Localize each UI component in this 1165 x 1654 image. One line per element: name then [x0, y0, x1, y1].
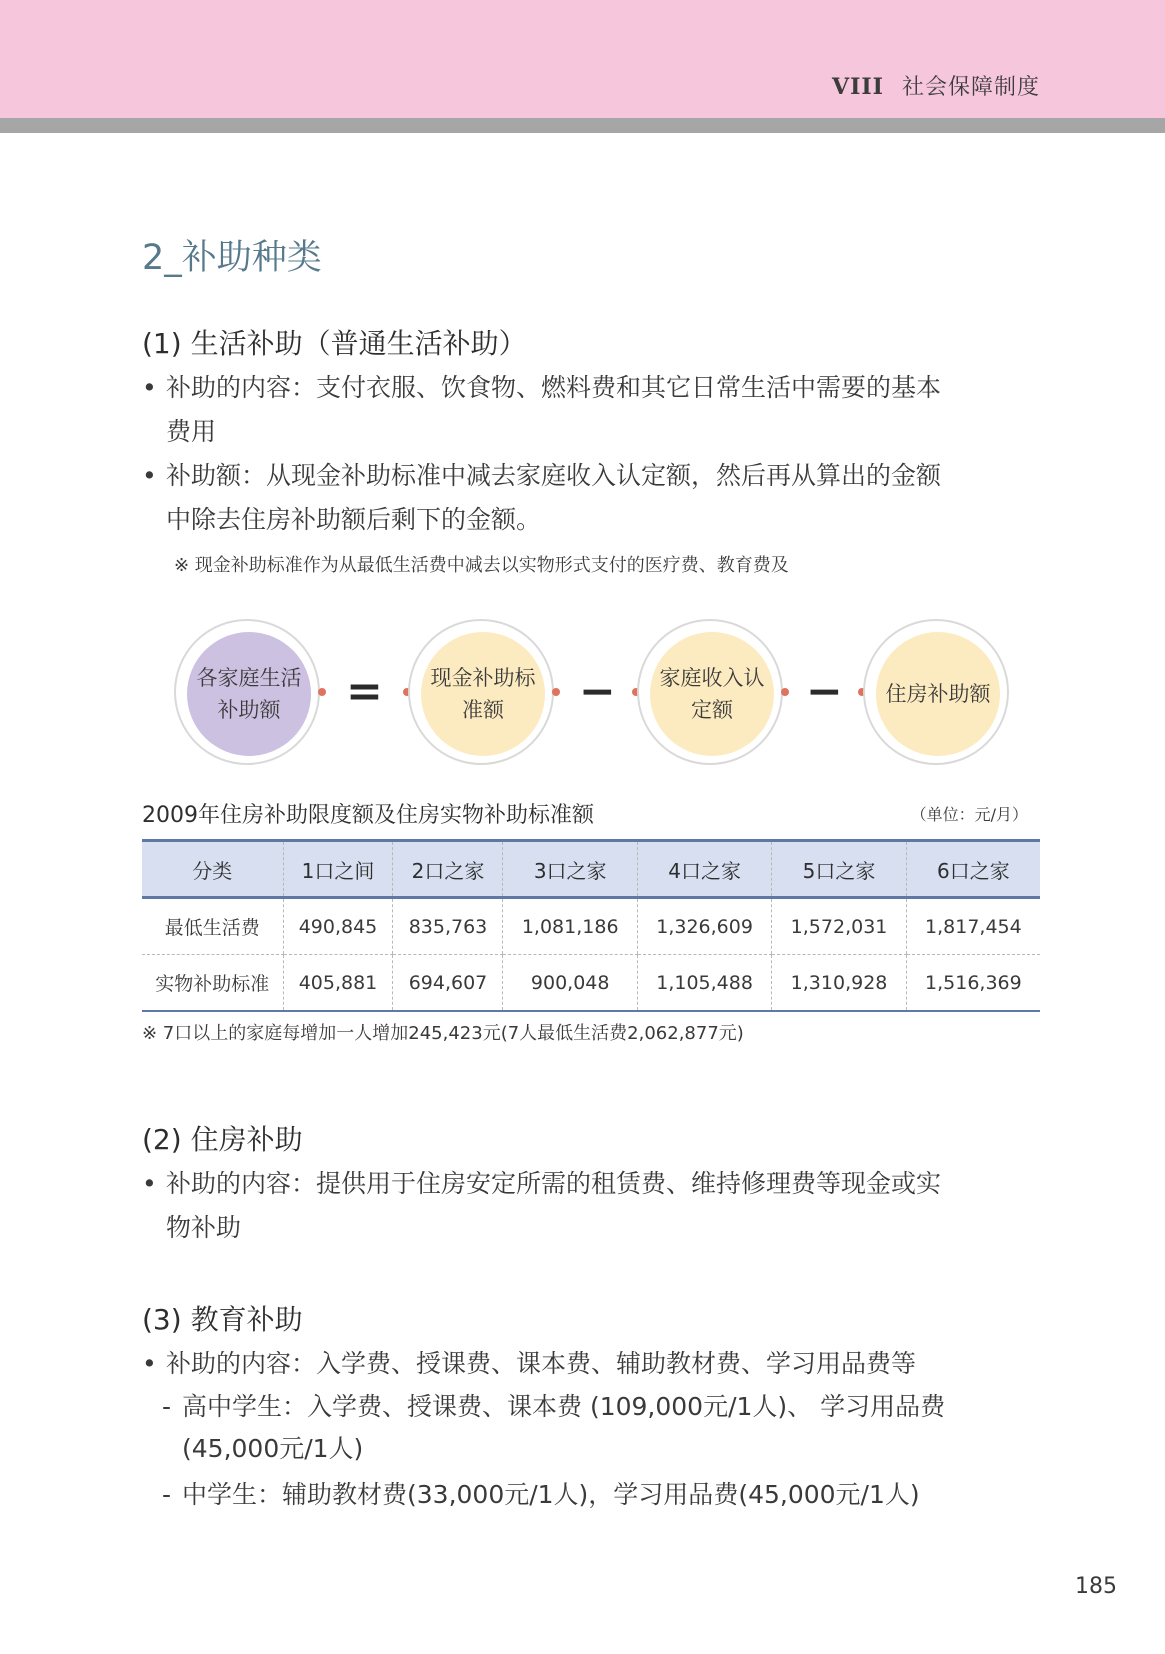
bullet-text-line2: 物补助 — [166, 1213, 242, 1242]
bullet-text-line1: 补助的内容：提供用于住房安定所需的租赁费、维持修理费等现金或实 — [166, 1169, 942, 1198]
header-divider — [0, 118, 1165, 133]
subsection-heading-education: (3) 教育补助 — [142, 1303, 303, 1336]
formula-text-line: 补助额 — [217, 698, 281, 722]
table-cell: 实物补助标准 — [142, 955, 283, 1012]
formula-text-line: 定额 — [691, 698, 733, 722]
table-cell: 1,516,369 — [906, 955, 1040, 1012]
sub-text-line2: (45,000元/1人) — [182, 1434, 364, 1463]
bullet-living-content — [142, 366, 1042, 454]
page-number: 185 — [1075, 1574, 1117, 1599]
formula-dot — [318, 688, 326, 696]
bullet-text-line1: 补助的内容：支付衣服、饮食物、燃料费和其它日常生活中需要的基本 — [166, 373, 942, 402]
formula-text-line: 各家庭生活 — [196, 666, 302, 690]
table-unit: （单位：元/月） — [910, 805, 1028, 824]
table-cell: 1,310,928 — [772, 955, 906, 1012]
table-cell: 694,607 — [393, 955, 503, 1012]
table-header-cell: 分类 — [142, 841, 283, 898]
bullet-text-line2: 费用 — [166, 417, 217, 446]
formula-dot — [552, 688, 560, 696]
bullet-living-amount — [142, 454, 1042, 542]
bullet-text-line2: 中除去住房补助额后剩下的金额。 — [166, 505, 542, 534]
table-cell: 1,572,031 — [772, 898, 906, 955]
table-cell: 1,326,609 — [637, 898, 771, 955]
equals-sign: = — [346, 666, 383, 717]
sub-text: 中学生：辅助教材费(33,000元/1人)，学习用品费(45,000元/1人) — [182, 1480, 920, 1509]
formula-text-line: 住房补助额 — [885, 682, 991, 706]
table-row — [142, 955, 1040, 1012]
table-cell: 405,881 — [283, 955, 393, 1012]
bullet-housing-content — [142, 1162, 1042, 1250]
bullet-icon: • — [142, 373, 157, 402]
table-title: 2009年住房补助限度额及住房实物补助标准额 — [142, 803, 594, 828]
bullet-text-line1: 补助额：从现金补助标准中减去家庭收入认定额，然后再从算出的金额 — [166, 461, 942, 490]
table-cell: 900,048 — [503, 955, 637, 1012]
chapter-number: VIII — [832, 74, 884, 100]
minus-sign: − — [806, 666, 843, 717]
cash-standard-note: ※ 现金补助标准作为从最低生活费中减去以实物形式支付的医疗费、教育费及 — [174, 555, 789, 576]
table-cell: 835,763 — [393, 898, 503, 955]
dash-icon: - — [162, 1392, 172, 1421]
formula-text-line: 现金补助标 — [430, 666, 536, 690]
bullet-icon: • — [142, 1349, 157, 1378]
table-row — [142, 898, 1040, 955]
subsection-heading-living: (1) 生活补助（普通生活补助） — [142, 327, 527, 360]
minus-sign: − — [579, 666, 616, 717]
table-cell: 最低生活费 — [142, 898, 283, 955]
chapter-header — [832, 70, 1040, 101]
formula-circle-income — [637, 619, 783, 765]
table-header-cell: 3口之家 — [503, 841, 637, 898]
table-header-row — [142, 841, 1040, 898]
chapter-title: 社会保障制度 — [901, 75, 1040, 100]
bullet-education-content — [142, 1342, 1042, 1386]
formula-circle-household — [174, 619, 320, 765]
table-cell: 490,845 — [283, 898, 393, 955]
table-header-cell: 5口之家 — [772, 841, 906, 898]
table-cell: 1,817,454 — [906, 898, 1040, 955]
table-header-cell: 6口之家 — [906, 841, 1040, 898]
table-note: ※ 7口以上的家庭每增加一人增加245,423元(7人最低生活费2,062,877元) — [142, 1023, 744, 1044]
bullet-text: 补助的内容：入学费、授课费、课本费、辅助教材费、学习用品费等 — [166, 1349, 917, 1378]
section-title: 2_补助种类 — [142, 238, 322, 278]
table-cell: 1,105,488 — [637, 955, 771, 1012]
sub-item-high-school — [162, 1386, 1042, 1470]
formula-text-line: 家庭收入认 — [659, 666, 765, 690]
formula-circle-housing — [863, 619, 1009, 765]
sub-text-line1: 高中学生：入学费、授课费、课本费 (109,000元/1人)、 学习用品费 — [182, 1392, 946, 1421]
table-cell: 1,081,186 — [503, 898, 637, 955]
formula-dot — [781, 688, 789, 696]
sub-item-middle-school — [162, 1474, 1042, 1516]
formula-circle-cash-standard — [408, 619, 554, 765]
bullet-icon: • — [142, 461, 157, 490]
table-header-cell: 1口之间 — [283, 841, 393, 898]
subsection-heading-housing: (2) 住房补助 — [142, 1123, 303, 1156]
bullet-icon: • — [142, 1169, 157, 1198]
dash-icon: - — [162, 1480, 172, 1509]
table-header-cell: 2口之家 — [393, 841, 503, 898]
formula-text-line: 准额 — [462, 698, 504, 722]
housing-standard-table — [142, 839, 1040, 1012]
table-header-cell: 4口之家 — [637, 841, 771, 898]
